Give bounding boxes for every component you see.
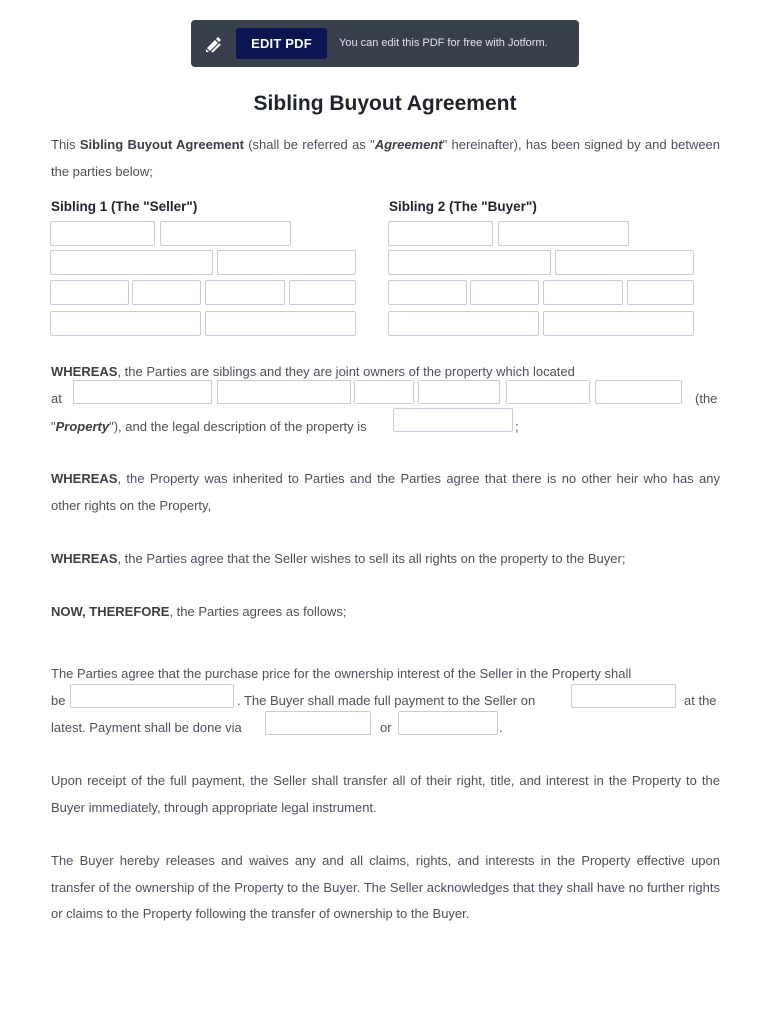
buyer-address-field[interactable] [388,250,551,275]
seller-phone-field[interactable] [50,311,201,336]
buyer-phone-field[interactable] [388,311,539,336]
whereas1-the: (the [695,391,718,406]
document-title: Sibling Buyout Agreement [253,92,517,115]
jotform-pencil-icon [203,33,225,55]
property-state-field[interactable] [418,380,500,404]
price-at-the: at the [684,693,717,708]
property-street-field[interactable] [73,380,212,404]
intro-paragraph [51,132,720,185]
whereas1-text: , the Parties are siblings and they are joint owners of the property which located [117,364,575,379]
whereas1-text2: "), and the legal description of the property is [109,419,367,434]
whereas3-bold: WHEREAS [51,551,118,566]
seller-city-field[interactable] [50,280,129,305]
payment-method1-field[interactable] [265,711,371,735]
purchase-price-field[interactable] [70,684,234,708]
price-be: be [51,693,66,708]
whereas2-text: , the Property was inherited to Parties and the Parties agree that there is no other heir who has any other rights on the Property, [51,471,720,513]
now-therefore-paragraph [51,599,720,626]
whereas2-paragraph [51,466,720,519]
whereas1-line3 [51,419,367,434]
seller-country-field[interactable] [289,280,356,305]
whereas1-bold: WHEREAS [51,364,118,379]
edit-pdf-button[interactable]: EDIT PDF [236,28,327,59]
seller-first-name-field[interactable] [50,221,155,246]
whereas3-text: , the Parties agree that the Seller wishes to sell its all rights on the property to the Buyer; [117,551,626,566]
property-street2-field[interactable] [217,380,351,404]
legal-description-field[interactable] [393,408,513,432]
property-country-field[interactable] [595,380,682,404]
seller-address2-field[interactable] [217,250,356,275]
price-period: . [499,720,503,735]
buyer-zip-field[interactable] [543,280,623,305]
buyer-country-field[interactable] [627,280,694,305]
property-city-field[interactable] [354,380,414,404]
whereas1-semicolon: ; [515,419,519,434]
jotform-edit-banner [191,20,579,67]
property-zip-field[interactable] [506,380,590,404]
intro-text: (shall be referred as " [243,137,375,152]
price-line1: The Parties agree that the purchase price for the ownership interest of the Seller in the Property shall [51,666,632,681]
now-therefore-text: , the Parties agrees as follows; [169,604,347,619]
whereas3-paragraph [51,546,720,573]
intro-bold-name: Sibling Buyout Agreement [79,137,244,152]
buyer-state-field[interactable] [470,280,539,305]
buyer-city-field[interactable] [388,280,467,305]
intro-bold-agreement: Agreement [374,137,443,152]
seller-email-field[interactable] [205,311,356,336]
quote-open: " [51,419,56,434]
buyer-email-field[interactable] [543,311,694,336]
intro-text: " hereinafter), has been signed by and between the parties below; [51,137,721,179]
price-mid: . The Buyer shall made full payment to the Seller on [237,693,536,708]
banner-note: You can edit this PDF for free with Jotform. [339,37,548,49]
intro-text: This [51,137,80,152]
buyer-address2-field[interactable] [555,250,694,275]
whereas1-at: at [51,391,62,406]
seller-state-field[interactable] [132,280,201,305]
buyer-heading: Sibling 2 (The "Buyer") [389,199,537,214]
buyer-last-name-field[interactable] [498,221,629,246]
property-bold: Property [55,419,110,434]
payment-date-field[interactable] [571,684,676,708]
transfer-paragraph: Upon receipt of the full payment, the Seller shall transfer all of their right, title, and interest in the Property to the Buyer immediately, through appropriate legal instrument. [51,773,720,815]
seller-last-name-field[interactable] [160,221,291,246]
seller-heading: Sibling 1 (The "Seller") [51,199,198,214]
buyer-first-name-field[interactable] [388,221,493,246]
price-or: or [380,720,392,735]
payment-method2-field[interactable] [398,711,498,735]
now-therefore-bold: NOW, THEREFORE [51,604,170,619]
release-paragraph: The Buyer hereby releases and waives any and all claims, rights, and interests in the Property effective upon transfer of the ownership of the Property to the Buyer. The Seller acknowledges that they shall have no further rights or claims to the Property following the transfer of ownership to the Buyer. [51,853,720,921]
seller-address-field[interactable] [50,250,213,275]
price-latest: latest. Payment shall be done via [51,720,242,735]
whereas2-bold: WHEREAS [51,471,118,486]
seller-zip-field[interactable] [205,280,285,305]
